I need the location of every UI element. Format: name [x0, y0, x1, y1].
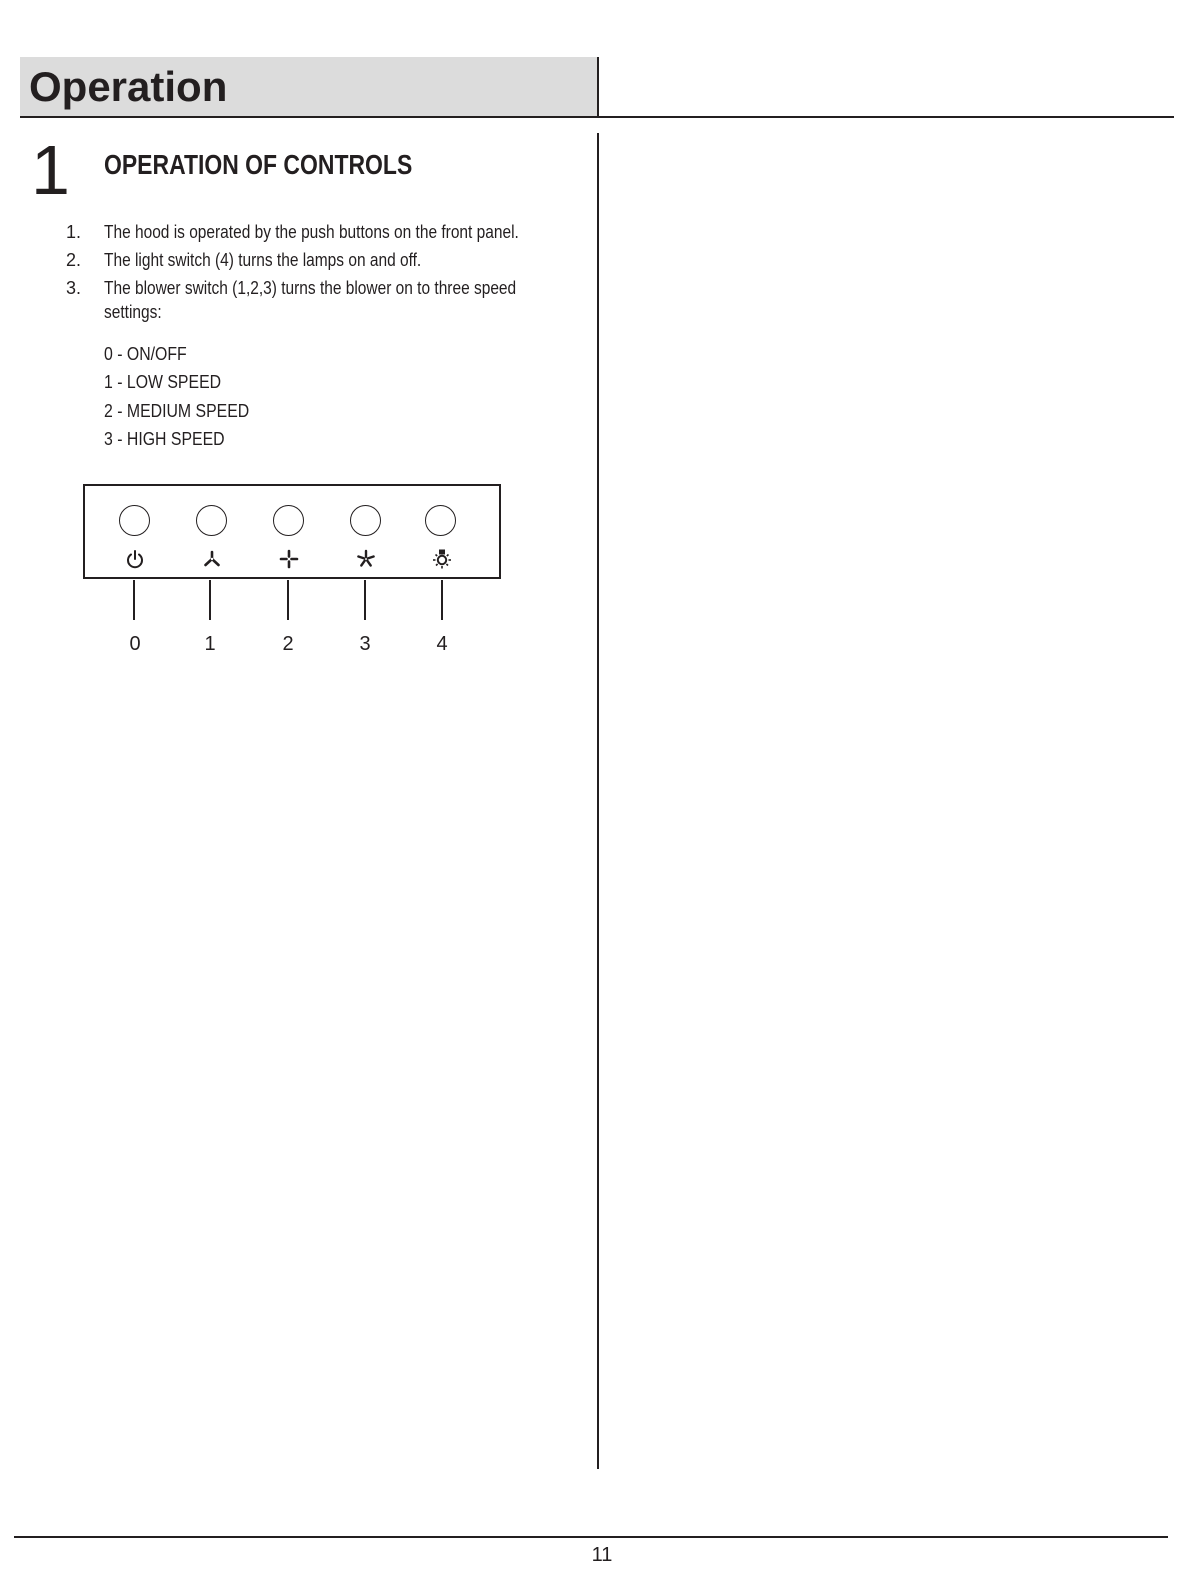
- button-label: 4: [436, 633, 448, 655]
- setting-item: 2 - MEDIUM SPEED: [104, 401, 250, 421]
- instruction-text: The hood is operated by the push buttons on the front panel.: [104, 222, 519, 242]
- header-divider: [597, 57, 599, 117]
- setting-item: 3 - HIGH SPEED: [104, 429, 225, 449]
- instruction-item: [66, 248, 473, 272]
- instruction-number: 3.: [66, 278, 82, 298]
- push-button-0: [119, 505, 150, 536]
- fan-medium-icon: [278, 548, 300, 570]
- section-title: OPERATION OF CONTROLS: [104, 149, 413, 180]
- leader-line: [133, 580, 135, 620]
- fan-low-icon: [201, 548, 223, 570]
- fan-high-icon: [355, 548, 377, 570]
- button-label: 0: [129, 633, 141, 655]
- push-button-3: [350, 505, 381, 536]
- push-button-1: [196, 505, 227, 536]
- button-label: 2: [282, 633, 294, 655]
- footer-rule: [14, 1536, 1168, 1538]
- page-number: 11: [591, 1544, 613, 1566]
- column-divider: [597, 133, 599, 1469]
- instruction-item: [66, 276, 583, 300]
- instruction-item: [66, 220, 586, 244]
- header-rule: [20, 116, 1174, 118]
- push-button-4: [425, 505, 456, 536]
- instruction-continuation: settings:: [104, 302, 162, 322]
- leader-line: [287, 580, 289, 620]
- setting-item: 1 - LOW SPEED: [104, 372, 222, 392]
- setting-item: 0 - ON/OFF: [104, 344, 187, 364]
- step-number: 1: [31, 131, 68, 209]
- leader-line: [364, 580, 366, 620]
- leader-line: [209, 580, 211, 620]
- push-button-2: [273, 505, 304, 536]
- instruction-number: 2.: [66, 250, 82, 270]
- instruction-text: The light switch (4) turns the lamps on and off.: [104, 250, 422, 270]
- light-bulb-icon: [431, 548, 453, 570]
- instruction-number: 1.: [66, 222, 82, 242]
- leader-line: [441, 580, 443, 620]
- instruction-text: The blower switch (1,2,3) turns the blower on to three speed: [104, 278, 517, 298]
- page-title: Operation: [29, 63, 228, 110]
- button-label: 3: [359, 633, 371, 655]
- button-label: 1: [204, 633, 216, 655]
- power-icon: [124, 548, 146, 570]
